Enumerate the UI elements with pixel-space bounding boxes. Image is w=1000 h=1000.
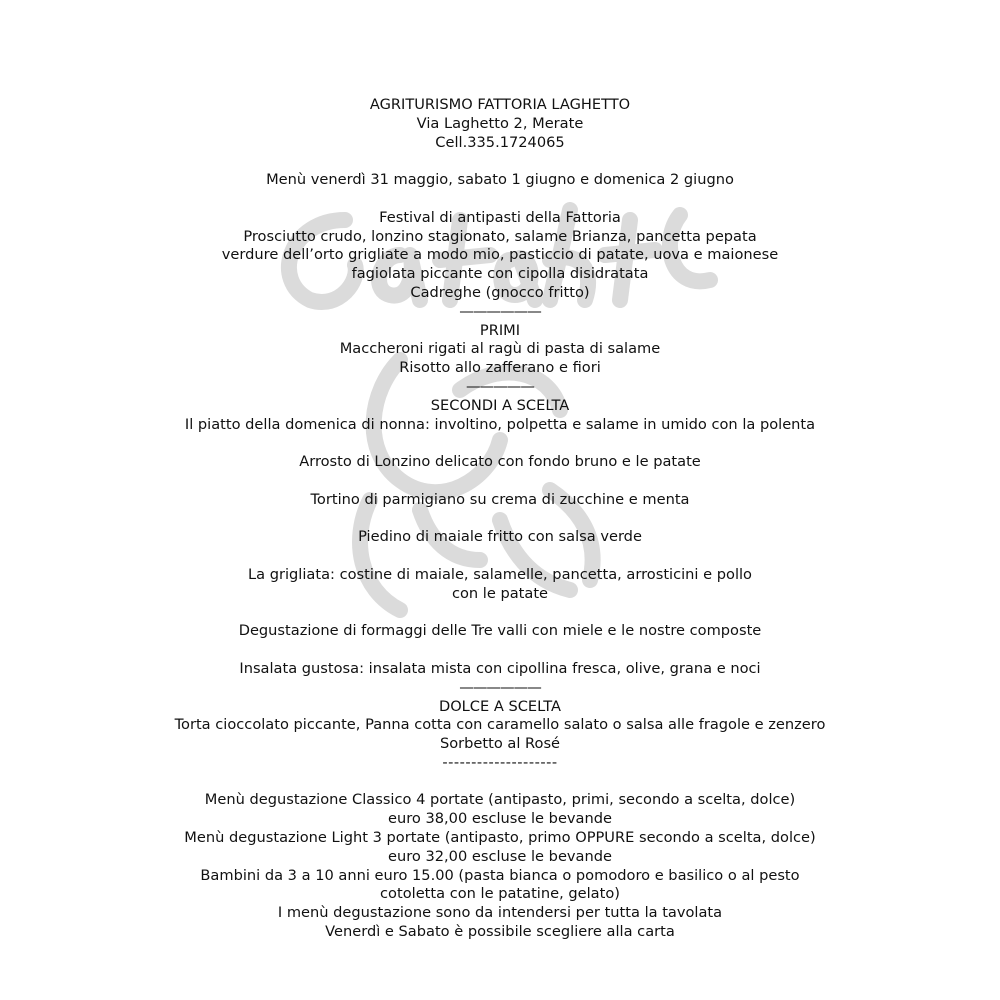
dolci-separator: -------------------- bbox=[442, 753, 558, 771]
section-separator: ————— bbox=[466, 377, 534, 395]
antipasti-item: verdure dell’orto grigliate a modo mio, pasticcio di patate, uova e maionese bbox=[221, 246, 779, 264]
primi-item: Risotto allo zafferano e fiori bbox=[399, 359, 601, 377]
pricing-line: Bambini da 3 a 10 anni euro 15.00 (pasta bianca o pomodoro e basilico o al pesto bbox=[200, 866, 800, 884]
menu-date: Menù venerdì 31 maggio, sabato 1 giugno e domenica 2 giugno bbox=[266, 171, 734, 189]
pricing-line: euro 32,00 escluse le bevande bbox=[387, 847, 612, 865]
secondi-item: Arrosto di Lonzino delicato con fondo bruno e le patate bbox=[299, 453, 701, 471]
restaurant-phone: Cell.335.1724065 bbox=[435, 133, 565, 151]
dolci-title: DOLCE A SCELTA bbox=[438, 697, 562, 715]
restaurant-address: Via Laghetto 2, Merate bbox=[416, 114, 584, 132]
primi-title: PRIMI bbox=[479, 321, 521, 339]
antipasti-item: Prosciutto crudo, lonzino stagionato, salame Brianza, pancetta pepata bbox=[243, 227, 757, 245]
restaurant-name: AGRITURISMO FATTORIA LAGHETTO bbox=[369, 96, 631, 113]
secondi-item: Insalata gustosa: insalata mista con cipollina fresca, olive, grana e noci bbox=[239, 659, 761, 677]
antipasti-item: fagiolata piccante con cipolla disidratata bbox=[351, 265, 649, 283]
secondi-item: Piedino di maiale fritto con salsa verde bbox=[358, 528, 642, 546]
secondi-title: SECONDI A SCELTA bbox=[430, 396, 570, 414]
primi-item: Maccheroni rigati al ragù di pasta di salame bbox=[339, 340, 661, 358]
secondi-item: Tortino di parmigiano su crema di zucchine e menta bbox=[310, 490, 690, 508]
antipasti-title: Festival di antipasti della Fattoria bbox=[379, 208, 621, 226]
pricing-line: I menù degustazione sono da intendersi per tutta la tavolata bbox=[277, 904, 723, 922]
pricing-line: Venerdì e Sabato è possibile scegliere alla carta bbox=[325, 923, 675, 941]
secondi-item-continued: con le patate bbox=[451, 584, 549, 602]
section-separator: —————— bbox=[459, 302, 541, 320]
dolci-item: Sorbetto al Rosé bbox=[439, 735, 561, 753]
secondi-item: La grigliata: costine di maiale, salamelle, pancetta, arrosticini e pollo bbox=[248, 565, 752, 583]
secondi-item: Il piatto della domenica di nonna: involtino, polpetta e salame in umido con la polenta bbox=[184, 415, 816, 433]
section-separator: —————— bbox=[459, 678, 541, 696]
pricing-line: euro 38,00 escluse le bevande bbox=[387, 810, 612, 828]
antipasti-item: Cadreghe (gnocco fritto) bbox=[410, 283, 590, 301]
pricing-line: Menù degustazione Light 3 portate (antipasto, primo OPPURE secondo a scelta, dolce) bbox=[184, 829, 816, 847]
menu-document bbox=[0, 96, 1000, 942]
secondi-item: Degustazione di formaggi delle Tre valli con miele e le nostre composte bbox=[238, 622, 762, 640]
pricing-line: cotoletta con le patatine, gelato) bbox=[380, 885, 620, 903]
dolci-item: Torta cioccolato piccante, Panna cotta con caramello salato o salsa alle fragole e zenzero bbox=[174, 716, 826, 734]
pricing-line: Menù degustazione Classico 4 portate (antipasto, primi, secondo a scelta, dolce) bbox=[204, 791, 796, 809]
